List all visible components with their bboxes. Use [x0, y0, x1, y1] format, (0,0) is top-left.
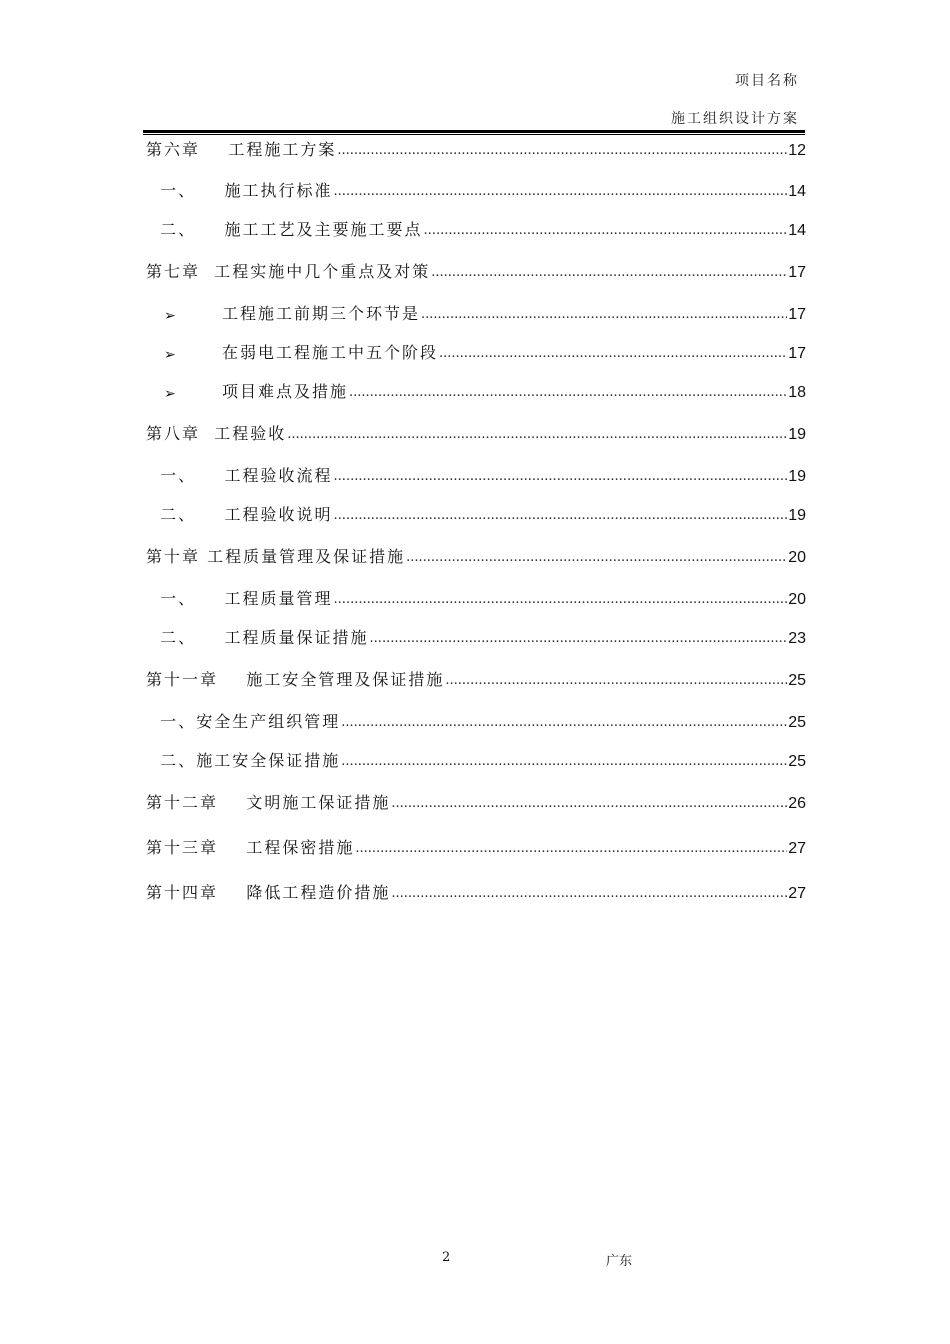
toc-entry-page: 17: [788, 345, 806, 362]
toc-entry-number: 一、: [146, 466, 197, 485]
toc-entry-page: 27: [788, 840, 806, 857]
toc-entry[interactable]: [146, 745, 806, 771]
toc-entry-page: 19: [788, 507, 806, 524]
toc-entry-title: 工程施工前期三个环节是: [222, 304, 421, 323]
toc-leader-dots: [334, 183, 788, 201]
toc-leader-dots: [355, 840, 787, 858]
toc-entry[interactable]: [146, 706, 806, 732]
footer-page-number: 2: [442, 1250, 451, 1265]
toc-entry-gap: [218, 839, 246, 858]
toc-entry-gap: [218, 794, 246, 813]
arrow-bullet-icon: ➢: [164, 386, 178, 402]
toc-entry-page: 17: [788, 306, 806, 323]
toc-entry-number: 第十章: [146, 547, 201, 566]
toc-entry-title: 工程质量管理及保证措施: [207, 547, 406, 566]
toc-entry-number: 第十二章: [146, 793, 219, 812]
toc-entry[interactable]: [146, 499, 806, 525]
toc-entry-title: 施工安全保证措施: [196, 751, 341, 770]
toc-leader-dots: [406, 549, 787, 567]
toc-entry[interactable]: [146, 787, 806, 813]
toc-leader-dots: [391, 795, 787, 813]
toc-entry-page: 23: [788, 630, 806, 647]
toc-entry-gap: [200, 141, 228, 160]
toc-entry-page: 14: [788, 222, 806, 239]
toc-entry-page: 25: [788, 714, 806, 731]
toc-entry[interactable]: [146, 214, 806, 240]
arrow-bullet-icon: ➢: [164, 308, 178, 324]
toc-leader-dots: [341, 714, 787, 732]
toc-entry-gap: [196, 182, 224, 201]
toc-entry-gap: [196, 629, 224, 648]
toc-entry-page: 26: [788, 795, 806, 812]
toc-entry-page: 19: [788, 468, 806, 485]
toc-leader-dots: [349, 384, 787, 402]
arrow-bullet-icon: ➢: [164, 347, 178, 363]
toc-entry[interactable]: [146, 376, 806, 402]
footer-location: 广东: [606, 1254, 633, 1269]
toc-leader-dots: [424, 222, 788, 240]
toc-leader-dots: [431, 264, 787, 282]
toc-entry-gap: [196, 506, 224, 525]
toc-entry-title: 工程质量保证措施: [224, 628, 369, 647]
toc-entry[interactable]: [146, 832, 806, 858]
toc-entry-number: 一、: [146, 712, 197, 731]
toc-leader-dots: [341, 753, 787, 771]
toc-entry-title: 工程施工方案: [228, 140, 337, 159]
toc-entry-number: 二、: [146, 220, 197, 239]
toc-entry-number: 二、: [146, 751, 197, 770]
toc-entry-number: 一、: [146, 589, 197, 608]
toc-entry[interactable]: [146, 460, 806, 486]
toc-entry[interactable]: [146, 877, 806, 903]
toc-entry-page: 18: [788, 384, 806, 401]
toc-entry-number: 第七章: [146, 262, 201, 281]
toc-entry-gap: [196, 590, 224, 609]
toc-entry-gap: [218, 671, 246, 690]
toc-entry-gap: [218, 884, 246, 903]
toc-entry-title: 施工执行标准: [224, 181, 333, 200]
toc-leader-dots: [439, 345, 787, 363]
toc-entry-title: 降低工程造价措施: [246, 883, 391, 902]
toc-entry[interactable]: [146, 622, 806, 648]
toc-entry[interactable]: [146, 134, 806, 160]
toc-entry[interactable]: [146, 583, 806, 609]
toc-entry-page: 27: [788, 885, 806, 902]
toc-entry-title: 工程验收流程: [224, 466, 333, 485]
header-project-name: 项目名称: [735, 73, 799, 89]
toc-entry-number: 第十四章: [146, 883, 219, 902]
toc-leader-dots: [337, 142, 787, 160]
toc-entry-page: 25: [788, 672, 806, 689]
toc-entry-page: 25: [788, 753, 806, 770]
toc-entry[interactable]: [146, 418, 806, 444]
toc-leader-dots: [370, 630, 788, 648]
toc-entry-number: 第十一章: [146, 670, 219, 689]
toc-leader-dots: [391, 885, 787, 903]
toc-leader-dots: [334, 468, 788, 486]
toc-entry[interactable]: [146, 298, 806, 324]
toc-entry-page: 17: [788, 264, 806, 281]
toc-entry-gap: [200, 548, 207, 567]
toc-entry-number: 一、: [146, 181, 197, 200]
toc-entry-page: 19: [788, 426, 806, 443]
toc-entry[interactable]: [146, 664, 806, 690]
toc-entry-number: 第八章: [146, 424, 201, 443]
toc-entry-number: 第六章: [146, 140, 201, 159]
toc-entry[interactable]: [146, 541, 806, 567]
toc-entry-page: 20: [788, 591, 806, 608]
header-rule: [143, 130, 805, 133]
toc-entry-title: 项目难点及措施: [222, 382, 349, 401]
toc-entry[interactable]: [146, 175, 806, 201]
toc-entry-gap: [196, 221, 224, 240]
toc-leader-dots: [334, 507, 788, 525]
toc-entry-page: 14: [788, 183, 806, 200]
toc-entry-gap: [200, 263, 214, 282]
toc-leader-dots: [445, 672, 787, 690]
toc-entry-title: 施工安全管理及保证措施: [246, 670, 445, 689]
toc-leader-dots: [287, 426, 787, 444]
toc-entry-number: 第十三章: [146, 838, 219, 857]
toc-entry-number: 二、: [146, 628, 197, 647]
toc-entry[interactable]: [146, 256, 806, 282]
toc-entry-gap: [200, 425, 214, 444]
toc-entry-title: 工程验收: [214, 424, 287, 443]
toc-entry-title: 在弱电工程施工中五个阶段: [222, 343, 439, 362]
toc-entry-title: 工程质量管理: [224, 589, 333, 608]
toc-entry-page: 12: [788, 142, 806, 159]
toc-entry-gap: [196, 467, 224, 486]
toc-entry-page: 20: [788, 549, 806, 566]
toc-entry-number: 二、: [146, 505, 197, 524]
toc-entry[interactable]: [146, 337, 806, 363]
toc-leader-dots: [421, 306, 787, 324]
toc-entry-title: 工程验收说明: [224, 505, 333, 524]
toc-entry-title: 施工工艺及主要施工要点: [224, 220, 423, 239]
toc-entry-title: 文明施工保证措施: [246, 793, 391, 812]
toc-entry-title: 工程保密措施: [246, 838, 355, 857]
header-doc-title: 施工组织设计方案: [671, 111, 799, 127]
toc-entry-title: 工程实施中几个重点及对策: [214, 262, 431, 281]
toc-entry-title: 安全生产组织管理: [196, 712, 341, 731]
toc-leader-dots: [334, 591, 788, 609]
